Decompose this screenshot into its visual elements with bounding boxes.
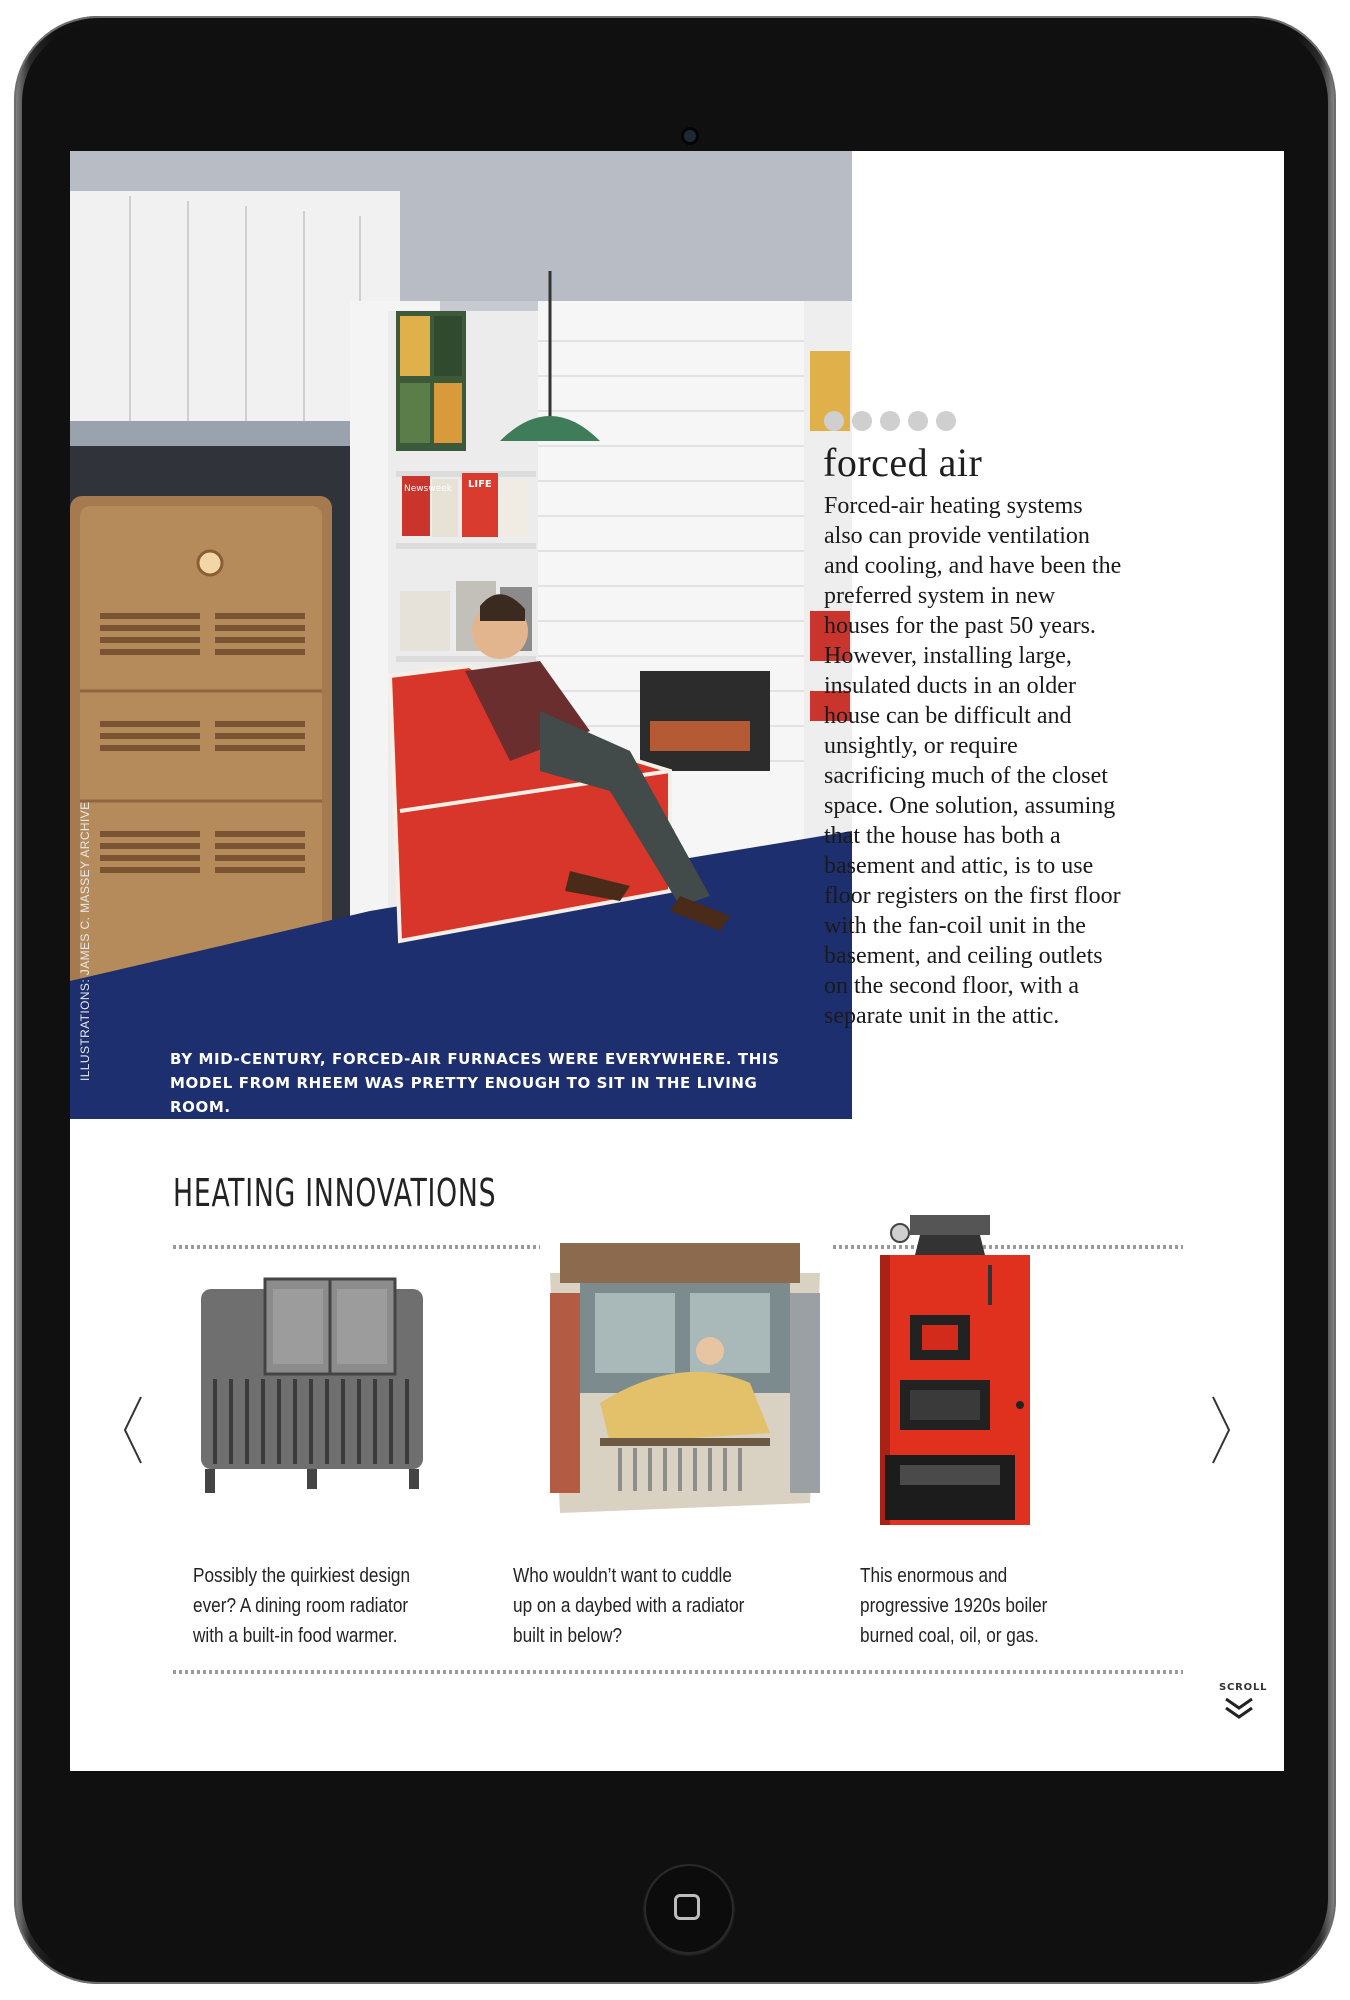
magazine-label-newsweek: Newsweek: [404, 484, 452, 494]
front-camera: [684, 130, 696, 142]
card-caption-3: This enormous and progressive 1920s boiler burned coal, oil, or gas.: [860, 1565, 1048, 1647]
wall-art: [396, 311, 466, 451]
living-room-illustration: [70, 151, 852, 1119]
card-caption-1: Possibly the quirkiest design ever? A dining room radiator with a built-in food warmer.: [193, 1565, 411, 1647]
pager-dot[interactable]: [880, 411, 900, 431]
photo-caption: BY MID-CENTURY, FORCED-AIR FURNACES WERE EVERYWHERE. THIS MODEL FROM RHEEM WAS PRETTY ENOUGH TO SIT IN THE LIVING ROOM.: [170, 1050, 780, 1116]
home-button[interactable]: [644, 1864, 734, 1954]
pager-dot[interactable]: [908, 411, 928, 431]
double-chevron-down-icon[interactable]: [1224, 1697, 1254, 1721]
card-caption-2: Who wouldn’t want to cuddle up on a daybed with a radiator built in below?: [513, 1565, 745, 1647]
pager-dot[interactable]: [852, 411, 872, 431]
divider-bottom: [173, 1670, 1183, 1674]
section-title: HEATING INNOVATIONS: [173, 1171, 497, 1215]
scroll-label[interactable]: SCROLL: [1219, 1682, 1268, 1693]
tablet-frame: [14, 16, 1336, 1984]
home-square-icon: [674, 1894, 700, 1920]
hero-photo: [70, 151, 852, 1119]
furnace: [70, 496, 332, 996]
pager-dot[interactable]: [824, 411, 844, 431]
red-boiler-image[interactable]: [860, 1215, 1040, 1535]
chevron-right-icon[interactable]: [1210, 1395, 1232, 1465]
article-body: Forced-air heating systems also can provide ventilation and cooling, and have been the preferred system in new houses for the past 50 years. However, installing large, insulated ducts in an older house can be difficult and unsightly, or require sacrificing much of the closet space. One solution, assuming that the house has both a basement and attic, is to use floor registers on the first floor with the fan-coil unit in the basement, and ceiling outlets on the second floor, with a separate unit in the attic.: [824, 493, 1122, 1029]
article-title: forced air: [823, 440, 983, 485]
pager-dot[interactable]: [936, 411, 956, 431]
chevron-left-icon[interactable]: [122, 1395, 144, 1465]
magazine-label-life: LIFE: [468, 479, 492, 490]
photo-credit: ILLUSTRATIONS: JAMES C. MASSEY ARCHIVE: [78, 801, 92, 1081]
article-pager: [824, 411, 956, 431]
radiator-food-warmer-image[interactable]: [195, 1259, 435, 1529]
daybed-radiator-image[interactable]: [540, 1233, 830, 1533]
app-screen: [70, 151, 1284, 1771]
